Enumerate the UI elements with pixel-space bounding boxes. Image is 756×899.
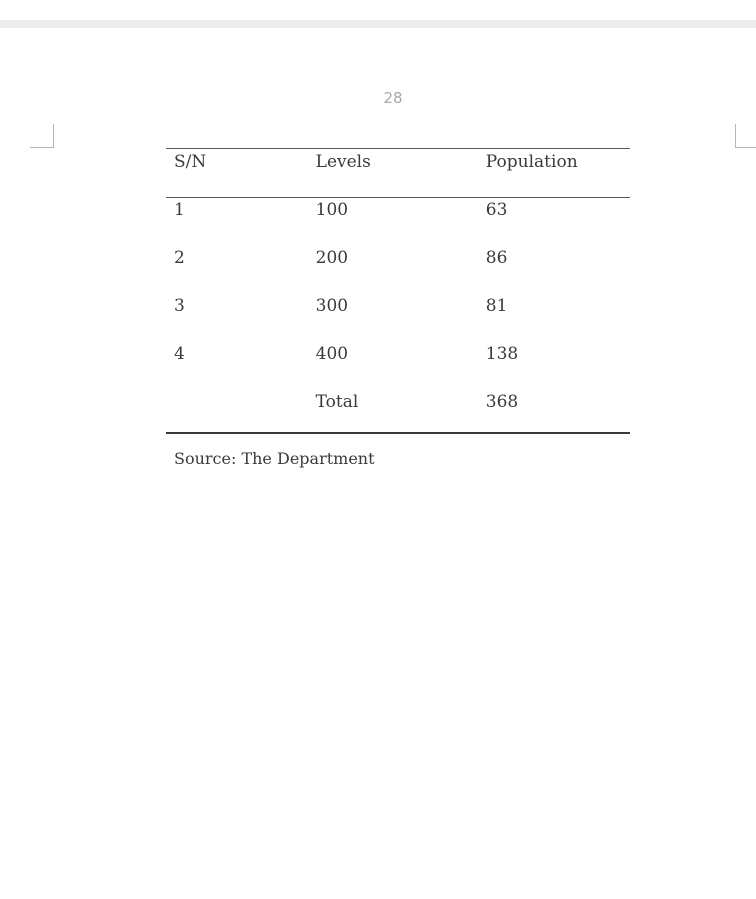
cell-population: 81 [485,296,508,316]
cell-total-label: Total [308,390,478,433]
cell-sn: 4 [174,344,185,364]
table-total-row [166,390,630,433]
cell-population: 138 [485,344,519,364]
header-sn: S/N [166,149,308,198]
crop-mark-right [735,124,756,148]
page-number: 28 [383,89,403,107]
cell-sn [166,390,308,433]
cell-sn: 1 [174,200,185,220]
cell-sn: 2 [174,248,185,268]
population-table [166,148,630,434]
window-top-strip [0,20,756,28]
document-page [0,28,756,899]
cell-level: 400 [315,344,349,364]
table-row [166,342,630,390]
cell-total-value: 368 [478,390,630,433]
header-population: Population [478,149,630,198]
cell-population: 63 [485,200,508,220]
cell-level: 200 [315,248,349,268]
cell-level: 300 [315,296,349,316]
cell-level: 100 [315,200,349,220]
table-row [166,246,630,294]
cell-population: 86 [485,248,508,268]
table-row [166,294,630,342]
header-levels: Levels [308,149,478,198]
table-row [166,198,630,247]
crop-mark-left [30,124,54,148]
cell-sn: 3 [174,296,185,316]
source-note: Source: The Department [174,449,375,468]
table-header-row [166,149,630,198]
